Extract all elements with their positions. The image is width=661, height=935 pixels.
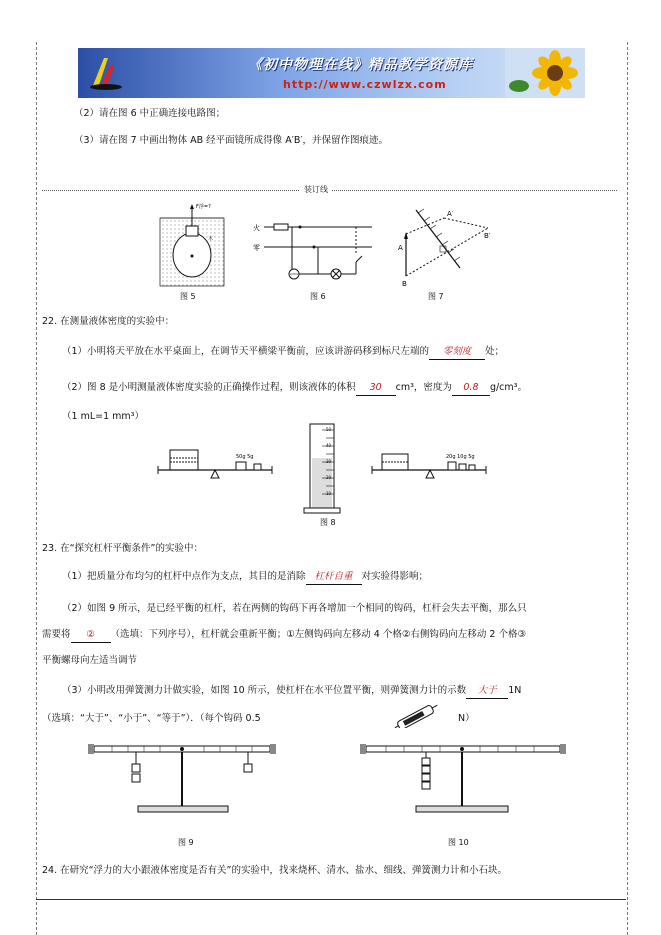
figure-8-caption: 图 8 [320, 518, 336, 527]
fig8-tick-40: 40 [326, 443, 332, 448]
figure-6-caption: 图 6 [310, 292, 326, 301]
fig8-balance-right [372, 454, 486, 478]
sunflower-icon [505, 48, 585, 98]
q23-part1 [62, 570, 428, 585]
q23-part3-line1 [62, 684, 521, 699]
figure-9-lever [88, 738, 278, 818]
fig8-tick-50: 50 [326, 427, 332, 432]
figure-7-mirror [396, 204, 506, 288]
binding-line-label: 装订线 [300, 184, 332, 195]
figure-10-lever [360, 738, 570, 818]
fig6-neutral-label: 零 [253, 244, 260, 252]
fig8-balance-left [158, 450, 272, 478]
header-banner [78, 48, 585, 98]
q23-part3-end: 1N [508, 685, 522, 696]
figure-8-diagram [150, 420, 520, 515]
fig7-label-a-prime: A′ [447, 210, 454, 218]
q21-part2: （2）请在图 6 中正确连接电路图； [74, 108, 226, 119]
banner-title: 《初中物理在线》精品教学资源库 [248, 57, 473, 73]
figure-9-caption: 图 9 [178, 838, 194, 847]
figure-5-diagram [158, 200, 226, 288]
q23-part3-text: （3）小明改用弹簧测力计做实验，如图 10 所示，使杠杆在水平位置平衡，则弹簧测力计的示数 [62, 685, 467, 696]
q22-part1 [62, 345, 504, 360]
site-logo-icon [86, 54, 126, 92]
fig8-weights-right-label: 20g 10g 5g [446, 454, 475, 460]
q22-part2 [62, 381, 527, 396]
q22-part2-text: （2）图 8 是小明测量液体密度实验的正确操作过程，则该液体的体积 [62, 382, 356, 393]
q23-part1-end: 对实验得影响； [361, 571, 429, 582]
q22-title: 22. 在测量液体密度的实验中： [42, 316, 175, 327]
q22-answer-density: 0.8 [452, 381, 490, 396]
fig8-tick-30: 30 [326, 459, 332, 464]
figure-5-caption: 图 5 [180, 292, 196, 301]
q23-answer-greater: 大于 [466, 684, 508, 699]
fig8-tick-10: 10 [326, 491, 332, 496]
figure-6-circuit [252, 218, 374, 284]
bottom-rule [36, 899, 626, 900]
fig6-live-label: 火 [253, 224, 260, 232]
q24-text: 24. 在研究“浮力的大小跟液体密度是否有关”的实验中，找来烧杯、清水、盐水、细线、弹簧测力计和小石块。 [42, 865, 507, 876]
fig5-force-label: F浮=? [196, 204, 211, 210]
fig8-weights-left-label: 50g 5g [236, 454, 254, 460]
spring-scale-icon [392, 704, 442, 728]
q22-part1-end: 处； [485, 346, 505, 357]
q22-note: （1 mL=1 mm³） [62, 411, 144, 422]
q23-part2-line3: 平衡螺母向左适当调节 [42, 655, 138, 666]
q23-answer-option: ② [71, 628, 111, 643]
q23-part2-line2-rest: （选填：下列序号），杠杆就会重新平衡；①左侧钩码向左移动 4 个格②右侧钩码向左移动 2 个格③ [110, 629, 526, 640]
q23-answer-self-weight: 杠杆自重 [306, 570, 362, 585]
q22-answer-volume: 30 [356, 381, 396, 396]
q22-part1-text: （1）小明将天平放在水平桌面上，在调节天平横梁平衡前，应该讲游码移到标尺左端的 [62, 346, 430, 357]
figure-7-caption: 图 7 [428, 292, 444, 301]
q23-title: 23. 在“探究杠杆平衡条件”的实验中： [42, 543, 203, 554]
q23-part2-line2 [42, 628, 526, 643]
q23-part2-line2-text: 需要将 [42, 629, 71, 640]
q22-part2-mid: cm³，密度为 [395, 382, 452, 393]
q21-part3: （3）请在图 7 中画出物体 AB 经平面镜所成得像 A′B′，并保留作图痕迹。 [74, 135, 389, 146]
q23-part1-text: （1）把质量分布均匀的杠杆中点作为支点，其目的是消除 [62, 571, 306, 582]
fig5-label-wood: 木 [208, 236, 214, 242]
fig7-label-a: A [398, 244, 403, 252]
q23-part3-line2-a: （选填：“大于”、“小于”、“等于”）．（每个钩码 0.5 [42, 713, 261, 724]
q22-part2-end: g/cm³。 [489, 382, 527, 393]
q23-part3-line2-b: N） [458, 713, 475, 724]
fig8-graduated-cylinder [304, 424, 340, 513]
q23-part2-line1: （2）如图 9 所示，是已经平衡的杠杆，若在两侧的钩码下再各增加一个相同的钩码，杠杆会失去平衡，那么只 [62, 603, 527, 614]
fig7-label-b: B [402, 280, 407, 288]
fig8-tick-20: 20 [326, 475, 332, 480]
figure-10-caption: 图 10 [448, 838, 469, 847]
banner-url: http://www.czwlzx.com [283, 78, 447, 91]
fig7-label-b-prime: B′ [484, 232, 491, 240]
q22-answer-zero-mark: 零刻度 [429, 345, 485, 360]
